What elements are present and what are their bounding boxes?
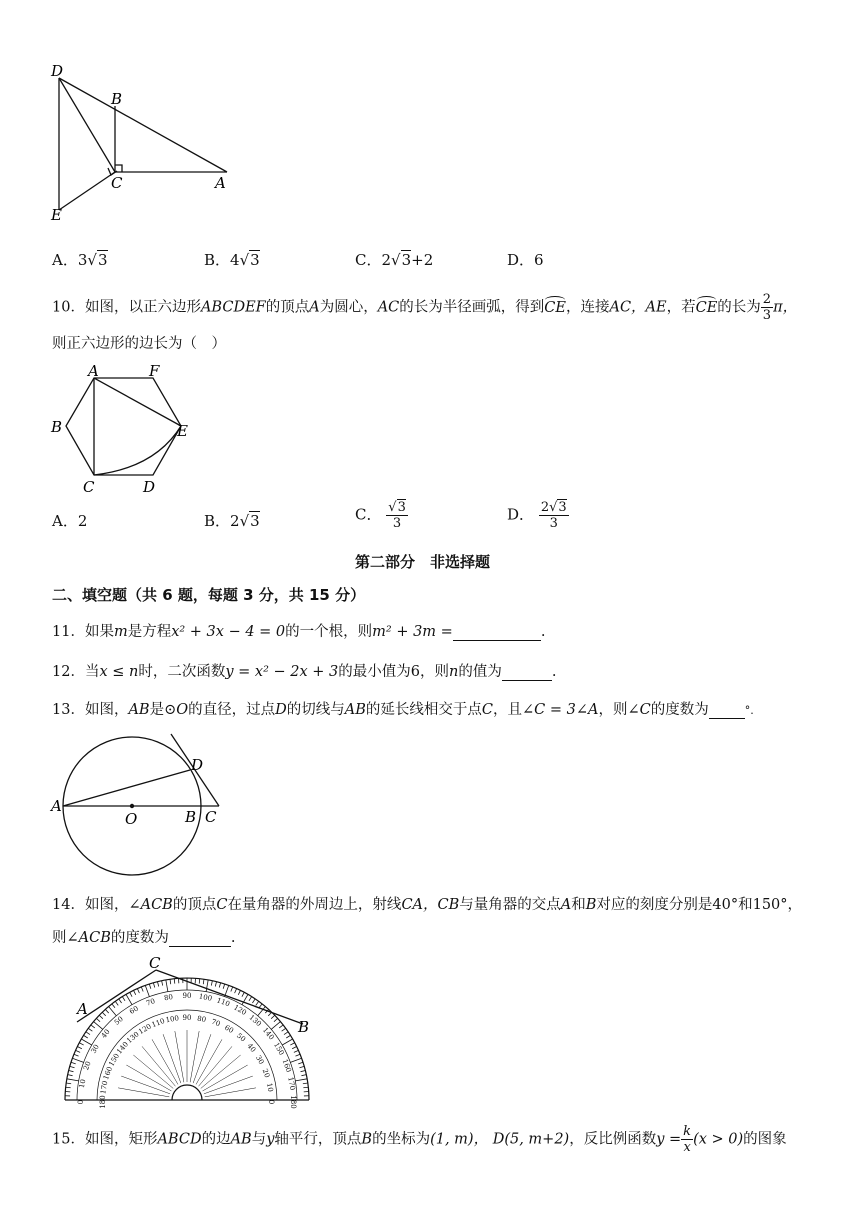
protractor-tick <box>286 1035 290 1038</box>
protractor-scale-number: 80 <box>196 1014 207 1024</box>
protractor-scale-number: 40 <box>99 1027 112 1040</box>
protractor-tick <box>242 992 244 996</box>
protractor-tick <box>211 981 212 986</box>
q9-triangle-figure <box>45 58 245 228</box>
protractor-tick <box>122 997 125 1001</box>
protractor-scale-number: 20 <box>260 1067 272 1079</box>
protractor-ray <box>121 1076 170 1094</box>
protractor-tick <box>162 981 163 986</box>
protractor-tick <box>301 1070 306 1071</box>
protractor-tick <box>76 1050 81 1052</box>
protractor-tick <box>284 1032 288 1035</box>
protractor-tick <box>298 1062 303 1064</box>
protractor-scale-number: 140 <box>260 1026 276 1042</box>
protractor-tick <box>68 1075 73 1076</box>
q14-stem-line2: 则∠ACB的度数为 . <box>52 930 236 946</box>
q9-option-c[interactable]: C．2√3+2 <box>355 251 434 269</box>
protractor-ray <box>118 1088 169 1097</box>
protractor-tick <box>109 1007 117 1016</box>
q14-protractor-figure <box>55 952 325 1110</box>
q13-label-D: D <box>191 756 204 774</box>
protractor-tick <box>119 999 122 1003</box>
protractor-scale-number: 170 <box>286 1076 297 1091</box>
protractor-scale-number: 70 <box>210 1017 222 1029</box>
protractor-tick <box>301 1075 306 1076</box>
protractor-tick <box>94 1022 103 1030</box>
protractor-tick <box>115 1001 118 1005</box>
q10-option-a[interactable]: A．2 <box>52 512 88 530</box>
protractor-tick <box>126 994 132 1004</box>
protractor-tick <box>88 1028 92 1031</box>
protractor-tick <box>215 982 216 987</box>
protractor-scale-number: 130 <box>125 1030 141 1046</box>
protractor-tick <box>137 989 139 994</box>
protractor-tick <box>238 990 240 994</box>
protractor-ray <box>126 1065 171 1091</box>
q9-label-B: B <box>111 90 123 108</box>
protractor-scale-number: 70 <box>145 997 157 1008</box>
protractor-scale-number: 160 <box>102 1065 115 1081</box>
q10-label-E: E <box>177 422 188 440</box>
q10-stem-line2: 则正六边形的边长为（ ） <box>52 336 226 352</box>
protractor-tick <box>294 1050 299 1052</box>
protractor-tick <box>70 1066 75 1067</box>
protractor-tick <box>112 1004 115 1008</box>
protractor-ray <box>196 1039 222 1084</box>
protractor-tick <box>295 1054 300 1056</box>
q14-answer-blank[interactable] <box>169 930 231 947</box>
protractor-tick <box>153 983 154 988</box>
protractor-tick <box>271 1015 275 1018</box>
protractor-scale-number: 0 <box>267 1099 275 1105</box>
protractor-tick <box>79 1043 83 1045</box>
q14-label-B: B <box>298 1018 310 1036</box>
protractor-tick <box>231 987 233 992</box>
q14-label-C: C <box>149 954 161 972</box>
q10-stem-line1: 10．如图，以正六边形ABCDEF的顶点A为圆心，AC的长为半径画弧，得到CE，连接AC，AE，若CE的长为 $\frac{2}{3}$ π， <box>52 292 798 323</box>
protractor-scale-number: 180 <box>289 1095 297 1109</box>
protractor-tick <box>292 1047 296 1049</box>
q11-answer-blank[interactable] <box>453 624 541 641</box>
protractor-scale-number: 110 <box>150 1017 166 1030</box>
protractor-scale-number: 170 <box>99 1080 110 1095</box>
q10-option-c[interactable]: C． $\frac{√3}{3}$ <box>355 500 406 531</box>
protractor-scale-number: 0 <box>77 1099 85 1105</box>
protractor-tick <box>96 1018 100 1021</box>
protractor-tick <box>86 1032 90 1035</box>
q15-stem: 15．如图，矩形ABCD的边AB与y轴平行，顶点B的坐标为(1, m)， D(5, m+2)，反比例函数y = $\frac{k}{x}$ (x > 0)的图象 <box>52 1124 787 1155</box>
q9-label-E: E <box>51 206 62 224</box>
protractor-scale-number: 100 <box>198 992 213 1003</box>
q9-label-D: D <box>51 62 64 80</box>
protractor-tick <box>84 1035 88 1038</box>
q9-option-d[interactable]: D．6 <box>507 251 544 269</box>
protractor-tick <box>219 983 220 988</box>
protractor-scale-number: 160 <box>280 1058 293 1074</box>
protractor-tick <box>271 1022 280 1030</box>
q13-answer-blank[interactable] <box>709 702 745 719</box>
protractor-tick <box>105 1009 108 1013</box>
q11-stem: 11．如果m是方程x² + 3x − 4 = 0的一个根，则m² + 3m = . <box>52 624 546 640</box>
q10-option-d[interactable]: D． $\frac{2√3}{3}$ <box>507 500 567 531</box>
protractor-scale-number: 80 <box>163 992 174 1003</box>
protractor-ray <box>204 1076 253 1094</box>
protractor-ray <box>152 1039 178 1084</box>
protractor-scale-number: 60 <box>128 1004 140 1016</box>
protractor-scale-number: 10 <box>265 1082 275 1093</box>
protractor-scale-number: 60 <box>223 1023 235 1035</box>
protractor-tick <box>145 985 149 996</box>
protractor-ray <box>163 1034 181 1083</box>
protractor-ray <box>175 1031 184 1082</box>
q13-label-A: A <box>51 797 62 815</box>
protractor-tick <box>235 989 237 994</box>
protractor-scale-number: 10 <box>77 1078 88 1089</box>
protractor-tick <box>66 1083 71 1084</box>
protractor-ray <box>193 1034 211 1083</box>
protractor-scale-number: 30 <box>89 1043 101 1055</box>
protractor-scale-number: 40 <box>245 1042 258 1054</box>
q10-option-b[interactable]: B．2√3 <box>204 512 260 530</box>
protractor-tick <box>203 979 204 984</box>
protractor-tick <box>71 1062 76 1064</box>
protractor-scale-number: 100 <box>165 1014 180 1025</box>
protractor-tick <box>66 1087 71 1088</box>
protractor-tick <box>290 1043 294 1045</box>
protractor-tick <box>303 1087 308 1088</box>
protractor-tick <box>249 997 252 1001</box>
protractor-scale-number: 90 <box>182 1014 192 1022</box>
protractor-scale-number: 50 <box>235 1031 247 1044</box>
protractor-tick <box>69 1070 74 1071</box>
protractor-scale-number: 150 <box>107 1052 122 1068</box>
protractor-tick <box>77 1047 81 1049</box>
protractor-tick <box>74 1054 79 1056</box>
q9-option-a[interactable]: A．3√3 <box>52 251 108 269</box>
protractor-tick <box>170 979 171 984</box>
protractor-tick <box>141 987 143 992</box>
protractor-tick <box>303 1083 308 1084</box>
protractor-tick <box>223 984 225 989</box>
protractor-tick <box>102 1012 105 1016</box>
protractor-scale-number: 140 <box>115 1040 131 1056</box>
protractor-ray <box>203 1065 248 1091</box>
q10-label-B: B <box>51 418 63 436</box>
q10-label-F: F <box>149 362 160 380</box>
protractor-scale-number: 120 <box>232 1003 248 1018</box>
protractor-tick <box>252 999 255 1003</box>
protractor-tick <box>299 1066 304 1067</box>
protractor-tick <box>72 1058 83 1062</box>
protractor-tick <box>274 1018 278 1021</box>
protractor-ray <box>190 1031 199 1082</box>
q12-stem: 12．当x ≤ n时，二次函数y = x² − 2x + 3的最小值为6，则n的值为 . <box>52 664 557 680</box>
protractor-tick <box>166 980 168 992</box>
protractor-ray <box>205 1088 256 1097</box>
protractor-tick <box>282 1028 286 1031</box>
protractor-tick <box>259 1004 262 1008</box>
protractor-tick <box>279 1025 283 1028</box>
q13-label-B: B <box>185 808 197 826</box>
protractor-scale-number: 150 <box>271 1041 286 1057</box>
q9-label-A: A <box>215 174 226 192</box>
protractor-scale-number: 90 <box>182 992 192 1000</box>
section2-title: 二、填空题（共 6 题，每题 3 分，共 15 分） <box>52 586 366 604</box>
protractor-scale-number: 30 <box>254 1054 266 1066</box>
protractor-tick <box>67 1079 79 1081</box>
protractor-tick <box>91 1025 95 1028</box>
protractor-scale-number: 180 <box>99 1095 107 1109</box>
protractor-tick <box>290 1058 301 1062</box>
q10-label-D: D <box>143 478 156 496</box>
q9-option-b[interactable]: B．4√3 <box>204 251 260 269</box>
protractor-scale-number: 110 <box>215 996 231 1009</box>
protractor-tick <box>282 1039 292 1045</box>
protractor-tick <box>130 992 132 996</box>
q14-stem-line1: 14．如图，∠ACB的顶点C在量角器的外周边上，射线CA，CB与量角器的交点A和B对应的刻度分别是40°和150°， <box>52 897 803 913</box>
q10-label-C: C <box>83 478 95 496</box>
part2-title: 第二部分 非选择题 <box>355 553 491 571</box>
protractor-tick <box>199 979 200 984</box>
q13-label-C: C <box>205 808 217 826</box>
protractor-scale-number: 20 <box>82 1060 93 1072</box>
protractor-tick <box>134 990 136 994</box>
q12-answer-blank[interactable] <box>502 664 552 681</box>
q13-label-O: O <box>125 810 138 828</box>
protractor-scale-number: 120 <box>137 1022 153 1037</box>
q13-circle-figure <box>45 728 235 878</box>
protractor-tick <box>256 1001 259 1005</box>
protractor-tick <box>149 984 151 989</box>
q14-label-A: A <box>77 1000 88 1018</box>
protractor-tick <box>295 1079 307 1081</box>
q13-stem: 13．如图，AB是⊙O的直径，过点D的切线与AB的延长线相交于点C，且∠C = 3∠A，则∠C的度数为 °. <box>52 702 754 718</box>
protractor-scale-number: 50 <box>112 1014 125 1027</box>
protractor-scale-number: 130 <box>247 1013 263 1029</box>
protractor-tick <box>206 980 208 992</box>
q10-label-A: A <box>88 362 99 380</box>
q9-label-C: C <box>111 174 123 192</box>
protractor-tick <box>157 982 158 987</box>
protractor-tick <box>81 1039 91 1045</box>
protractor-tick <box>174 979 175 984</box>
q10-hexagon-figure <box>45 358 205 498</box>
protractor-tick <box>99 1015 103 1018</box>
